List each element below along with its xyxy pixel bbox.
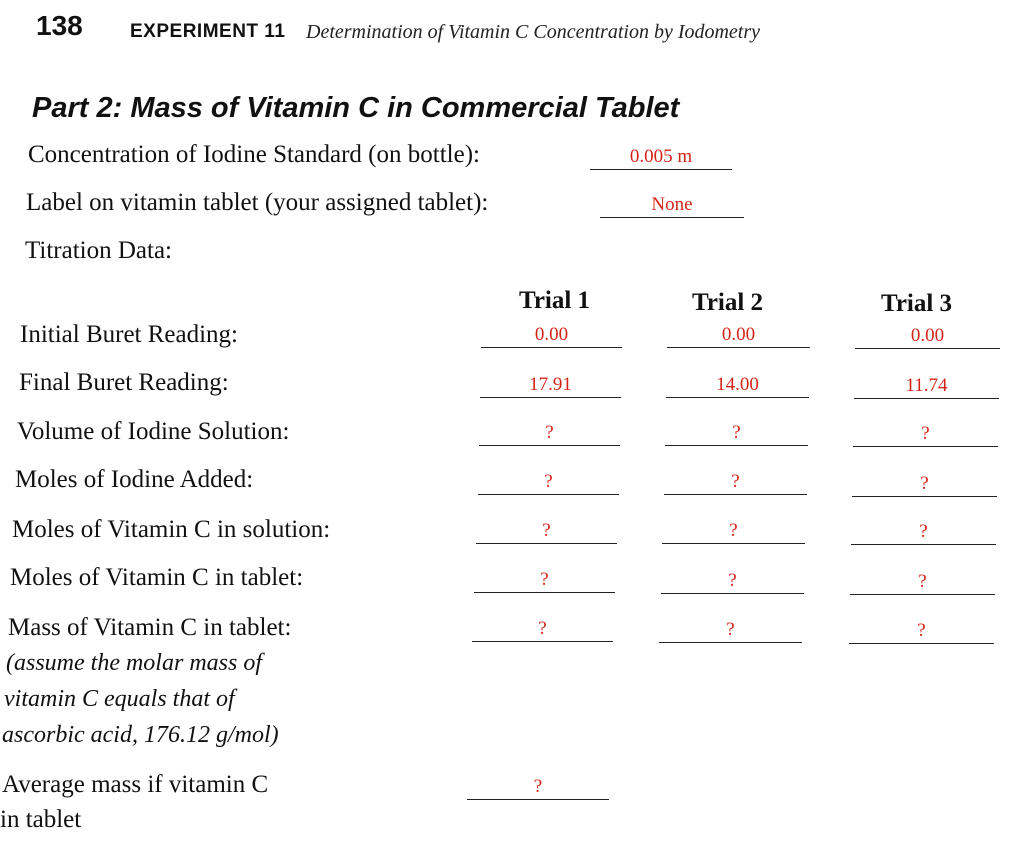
concentration-label: Concentration of Iodine Standard (on bottle): bbox=[28, 141, 480, 168]
column-header-trial-2: Trial 2 bbox=[692, 289, 764, 316]
cell-moles-iodine-trial-1[interactable]: ? bbox=[478, 470, 619, 495]
cell-initial-trial-3[interactable]: 0.00 bbox=[855, 324, 1000, 349]
part-title: Part 2: Mass of Vitamin C in Commercial Tablet bbox=[32, 92, 680, 124]
cell-moles-tablet-trial-3[interactable]: ? bbox=[850, 570, 995, 595]
page-number: 138 bbox=[36, 10, 83, 41]
titration-label: Titration Data: bbox=[25, 237, 172, 264]
cell-final-trial-1[interactable]: 17.91 bbox=[480, 373, 621, 398]
average-label-line-2: in tablet bbox=[0, 806, 82, 833]
cell-moles-iodine-trial-3[interactable]: ? bbox=[852, 472, 997, 497]
cell-mass-trial-3[interactable]: ? bbox=[849, 619, 994, 644]
molar-mass-note-line-3: ascorbic acid, 176.12 g/mol) bbox=[2, 722, 279, 748]
column-header-trial-1: Trial 1 bbox=[519, 287, 591, 314]
average-label-line-1: Average mass if vitamin C bbox=[2, 771, 269, 798]
cell-initial-trial-1[interactable]: 0.00 bbox=[481, 323, 622, 348]
cell-volume-trial-3[interactable]: ? bbox=[853, 422, 998, 447]
row-label-volume-iodine: Volume of Iodine Solution: bbox=[17, 418, 290, 445]
tablet-field[interactable]: None bbox=[600, 193, 744, 218]
column-header-trial-3: Trial 3 bbox=[881, 290, 953, 317]
cell-final-trial-2[interactable]: 14.00 bbox=[666, 373, 809, 398]
row-label-mass-vitc-tablet: Mass of Vitamin C in tablet: bbox=[8, 614, 292, 641]
row-label-moles-vitc-solution: Moles of Vitamin C in solution: bbox=[12, 516, 331, 543]
cell-moles-tablet-trial-1[interactable]: ? bbox=[474, 568, 615, 593]
experiment-title: Determination of Vitamin C Concentration by Iodometry bbox=[306, 21, 761, 43]
row-label-moles-iodine: Moles of Iodine Added: bbox=[15, 466, 254, 493]
cell-volume-trial-1[interactable]: ? bbox=[479, 421, 620, 446]
concentration-field[interactable]: 0.005 m bbox=[590, 145, 732, 170]
row-label-moles-vitc-tablet: Moles of Vitamin C in tablet: bbox=[10, 564, 304, 591]
cell-initial-trial-2[interactable]: 0.00 bbox=[667, 323, 810, 348]
row-label-initial-buret: Initial Buret Reading: bbox=[20, 321, 239, 348]
cell-volume-trial-2[interactable]: ? bbox=[665, 421, 808, 446]
cell-moles-iodine-trial-2[interactable]: ? bbox=[664, 470, 807, 495]
cell-moles-tablet-trial-2[interactable]: ? bbox=[661, 569, 804, 594]
cell-moles-solution-trial-2[interactable]: ? bbox=[662, 519, 805, 544]
cell-moles-solution-trial-3[interactable]: ? bbox=[851, 520, 996, 545]
cell-moles-solution-trial-1[interactable]: ? bbox=[476, 519, 617, 544]
row-label-final-buret: Final Buret Reading: bbox=[19, 369, 229, 396]
cell-mass-trial-1[interactable]: ? bbox=[472, 617, 613, 642]
cell-final-trial-3[interactable]: 11.74 bbox=[854, 374, 999, 399]
tablet-label: Label on vitamin tablet (your assigned tablet): bbox=[26, 189, 489, 216]
experiment-label: EXPERIMENT 11 bbox=[130, 21, 286, 42]
cell-average-mass[interactable]: ? bbox=[467, 775, 609, 800]
molar-mass-note-line-2: vitamin C equals that of bbox=[4, 686, 235, 712]
cell-mass-trial-2[interactable]: ? bbox=[659, 618, 802, 643]
molar-mass-note-line-1: (assume the molar mass of bbox=[6, 650, 262, 676]
